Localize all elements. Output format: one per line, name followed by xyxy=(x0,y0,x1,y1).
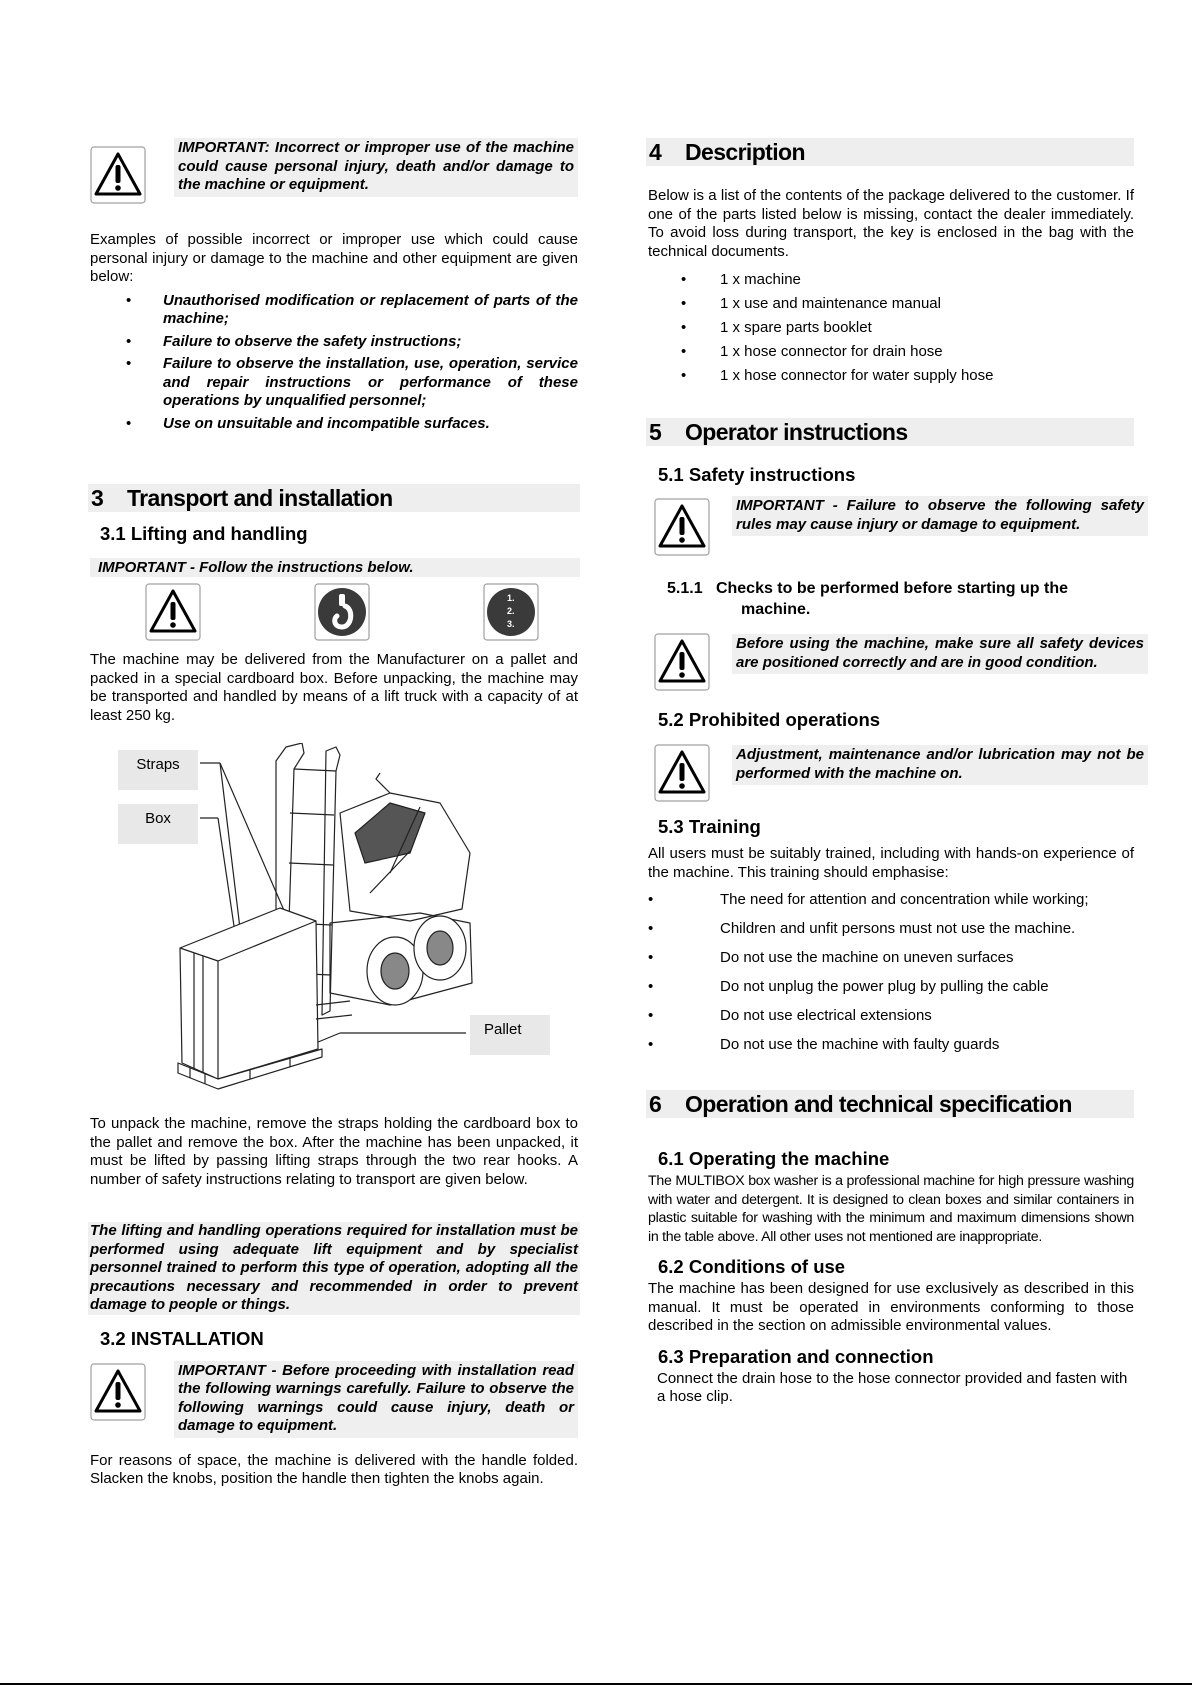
misuse-warning-text: IMPORTANT: Incorrect or improper use of the machine could cause personal injury, death and/or damage to the machine or equipment. xyxy=(174,138,578,197)
section-5-2-heading: 5.2 Prohibited operations xyxy=(658,709,881,730)
list-item: • 1 x hose connector for drain hose xyxy=(681,343,943,360)
safety-warning xyxy=(648,496,1144,554)
unpack-paragraph: To unpack the machine, remove the straps holding the cardboard box to the pallet and remove the box. After the machine has been unpacked, it must be lifted by passing lifting straps through the two rear hooks. A number of safety instructions relating to transport are given below. xyxy=(90,1115,578,1188)
section-6-2-heading: 6.2 Conditions of use xyxy=(658,1256,846,1277)
description-paragraph: Below is a list of the contents of the package delivered to the customer. If one of the parts listed below is missing, contact the dealer immediately. To avoid loss during transport, the key is enclosed in the bag with the technical documents. xyxy=(648,187,1134,260)
package-contents-list xyxy=(648,271,1134,391)
training-paragraph: All users must be suitably trained, including with hands-on experience of the machine. This training should emphasise: xyxy=(648,845,1134,881)
list-item: • Failure to observe the safety instructions; xyxy=(126,332,462,350)
section-3-heading: 3 Transport and installation xyxy=(88,484,580,512)
list-item: • 1 x spare parts booklet xyxy=(681,319,872,336)
list-item: • 1 x use and maintenance manual xyxy=(681,295,941,312)
list-item: • The need for attention and concentration while working; xyxy=(648,891,1089,908)
handle-paragraph: For reasons of space, the machine is delivered with the handle folded. Slacken the knobs, position the handle then tighten the knobs again. xyxy=(90,1451,578,1487)
list-item: • Children and unfit persons must not use the machine. xyxy=(648,920,1076,937)
installation-warning-text: IMPORTANT - Before proceeding with installation read the following warnings carefully. Failure to observe the following warnings could cause injury, death or damage to equipment. xyxy=(174,1361,578,1438)
section-5-1-1-heading: 5.1.1 Checks to be performed before starting up the machine. xyxy=(667,580,1068,618)
list-item: • 1 x machine xyxy=(681,271,801,288)
list-item: • Unauthorised modification or replacement of parts of the machine; xyxy=(126,291,578,327)
safety-warning-text: IMPORTANT - Failure to observe the following safety rules may cause injury or damage to equipment. xyxy=(732,496,1148,536)
prohibited-warning xyxy=(648,745,1144,803)
svg-text:1.: 1. xyxy=(507,593,515,603)
right-column xyxy=(648,138,1144,1407)
startup-warning-text: Before using the machine, make sure all safety devices are positioned correctly and are in good condition. xyxy=(732,634,1148,674)
prohibited-warning-text: Adjustment, maintenance and/or lubrication may not be performed with the machine on. xyxy=(732,745,1148,785)
section-5-1-heading: 5.1 Safety instructions xyxy=(658,464,856,485)
warning-icon xyxy=(145,583,201,641)
list-item: • Do not use electrical extensions xyxy=(648,1007,932,1024)
svg-text:3.: 3. xyxy=(507,619,515,629)
list-item: • Use on unsuitable and incompatible surfaces. xyxy=(126,414,490,432)
section-6-3-heading: 6.3 Preparation and connection xyxy=(658,1345,934,1367)
svg-text:2.: 2. xyxy=(507,606,515,616)
section-3-2-heading: 3.2 INSTALLATION xyxy=(100,1327,264,1349)
preparation-paragraph: Connect the drain hose to the hose connector provided and fasten with a hose clip. xyxy=(657,1369,1128,1405)
icons-row xyxy=(90,583,578,653)
list-item: • Failure to observe the installation, use, operation, service and repair instructions or performance of these operations by unqualified personnel; xyxy=(126,355,578,409)
section-4-heading: 4 Description xyxy=(646,138,1134,166)
warning-icon xyxy=(654,498,710,556)
section-6-1-heading: 6.1 Operating the machine xyxy=(658,1148,890,1169)
list-item: • Do not unplug the power plug by pulling the cable xyxy=(648,978,1049,995)
misuse-list xyxy=(90,292,578,434)
operating-paragraph: The MULTIBOX box washer is a professional machine for high pressure washing with water and detergent. It is designed to clean boxes and similar containers in plastic suitable for washing with the minimum and maximum dimensions shown in the table above. All other uses not mentioned are inappropriate. xyxy=(648,1173,1134,1245)
left-column xyxy=(90,138,578,1489)
section-6-heading: 6 Operation and technical specification xyxy=(646,1090,1134,1118)
delivery-paragraph: The machine may be delivered from the Manufacturer on a pallet and packed in a special cardboard box. Before unpacking, the machine may be transported and handled by means of a lift truck with a capacity of at least 250 kg. xyxy=(90,651,578,724)
steps-icon xyxy=(483,583,539,641)
hook-lifting-icon xyxy=(314,583,370,641)
section-5-heading: 5 Operator instructions xyxy=(646,418,1134,446)
list-item: • Do not use the machine with faulty guards xyxy=(648,1036,1000,1053)
warning-icon xyxy=(90,146,146,204)
figure-label-pallet: Pallet xyxy=(470,1015,550,1055)
list-item: • 1 x hose connector for water supply hose xyxy=(681,367,994,384)
installation-warning xyxy=(90,1361,578,1438)
misuse-warning xyxy=(90,138,578,198)
section-5-3-heading: 5.3 Training xyxy=(658,816,761,837)
list-item: • Do not use the machine on uneven surfaces xyxy=(648,949,1014,966)
follow-instructions-banner: IMPORTANT - Follow the instructions below. xyxy=(90,558,580,577)
training-list xyxy=(648,891,1134,1065)
startup-warning xyxy=(648,634,1144,696)
warning-icon xyxy=(654,744,710,802)
warning-icon xyxy=(90,1363,146,1421)
figure-label-straps: Straps xyxy=(118,750,198,790)
section-3-1-heading: 3.1 Lifting and handling xyxy=(100,523,308,544)
warning-icon xyxy=(654,633,710,691)
conditions-paragraph: The machine has been designed for use exclusively as described in this manual. It must be operated in environments conforming to those described in the section on admissible environmental values. xyxy=(648,1280,1134,1334)
lifting-warning: The lifting and handling operations required for installation must be performed using adequate lift equipment and by specialist personnel trained to perform this type of operation, adopting all the precautions necessary and recommended in order to prevent damage to people or things. xyxy=(90,1222,578,1313)
figure-label-box: Box xyxy=(118,804,198,844)
forklift-figure xyxy=(90,743,578,1103)
misuse-intro: Examples of possible incorrect or improper use which could cause personal injury or damage to the machine and other equipment are given below: xyxy=(90,231,578,285)
forklift-illustration xyxy=(90,743,578,1103)
